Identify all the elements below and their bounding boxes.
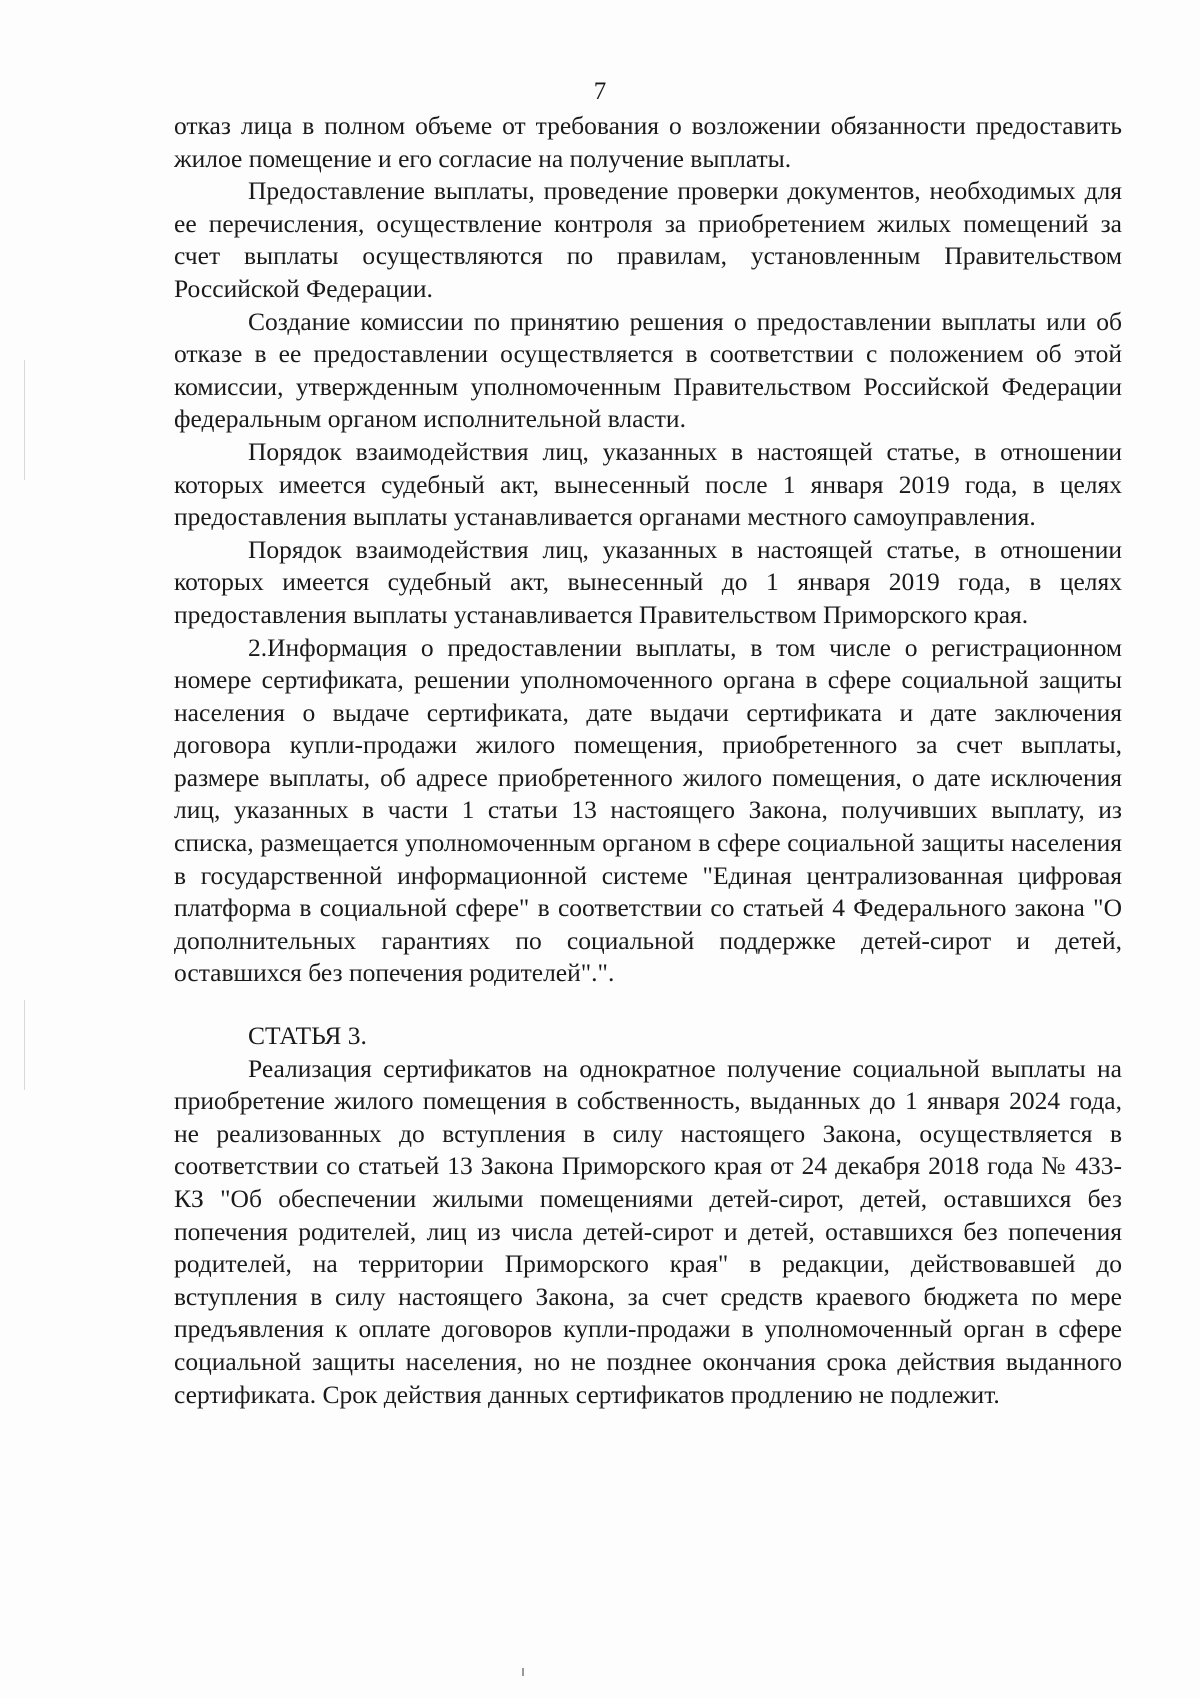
paragraph-2: Предоставление выплаты, проведение проверки документов, необходимых для ее перечисления, осуществление контроля за приобретением жилых помещений за счет выплаты осуществляются по правилам, установленным Правительством Российской Федерации. <box>174 176 1122 303</box>
paragraph-5: Порядок взаимодействия лиц, указанных в настоящей статье, в отношении которых имеется судебный акт, вынесенный до 1 января 2019 года, в целях предоставления выплаты устанавливается Правительством Приморского края. <box>174 534 1122 629</box>
page-number: 7 <box>593 78 607 105</box>
paragraph-6: 2.Информация о предоставлении выплаты, в том числе о регистрационном номере сертификата, решении уполномоченного органа в сфере социальной защиты населения о выдаче сертификата, дате выдачи сертификата и дате заключения договора купли-продажи жилого помещения, приобретенного за счет выплаты, размере выплаты, об адресе приобретенного жилого помещения, о дате исключения лиц, указанных в части 1 статьи 13 настоящего Закона, получивших выплату, из списка, размещается уполномоченным органом в сфере социальной защиты населения в государственной информационной системе "Единая централизованная цифровая платформа в социальной сфере" в соответствии со статьей 4 Федерального закона "О дополнительных гарантиях по социальной поддержке детей-сирот и детей, оставшихся без попечения родителей".". <box>174 632 1122 988</box>
paragraph-1: отказ лица в полном объеме от требования о возложении обязанности предоставить жилое помещение и его согласие на получение выплаты. <box>174 111 1122 173</box>
paragraph-3: Создание комиссии по принятию решения о предоставлении выплаты или об отказе в ее предоставлении осуществляется в соответствии с положением об этой комиссии, утвержденным уполномоченным Правительством Российской Федерации федеральным органом исполнительной власти. <box>174 306 1122 434</box>
section-heading: СТАТЬЯ 3. <box>248 1021 367 1051</box>
scan-margin-line <box>24 360 25 480</box>
section-paragraph: Реализация сертификатов на однократное получение социальной выплаты на приобретение жилого помещения в собственность, выданных до 1 января 2024 года, не реализованных до вступления в силу настоящего Закона, осуществляется в соответствии со статьей 13 Закона Приморского края от 24 декабря 2018 года № 433-КЗ "Об обеспечении жилыми помещениями детей-сирот, детей, оставшихся без попечения родителей, лиц из числа детей-сирот и детей, оставшихся без попечения родителей, на территории Приморского края" в редакции, действовавшей до вступления в силу настоящего Закона, за счет средств краевого бюджета по мере предъявления к оплате договоров купли-продажи в уполномоченный орган в сфере социальной защиты населения, но не позднее окончания срока действия выданного сертификата. Срок действия данных сертификатов продлению не подлежит. <box>174 1053 1122 1409</box>
paragraph-4: Порядок взаимодействия лиц, указанных в настоящей статье, в отношении которых имеется судебный акт, вынесенный после 1 января 2019 года, в целях предоставления выплаты устанавливается органами местного самоуправления. <box>174 436 1122 532</box>
document-body <box>174 110 1122 1411</box>
scan-artifact <box>522 1668 524 1676</box>
scan-margin-line <box>24 1000 25 1090</box>
